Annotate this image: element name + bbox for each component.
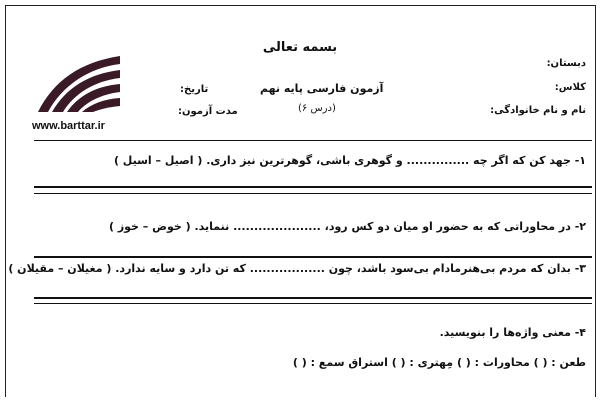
divider-3b <box>34 303 592 304</box>
bismillah-title: بسمه تعالی <box>262 40 338 55</box>
question-1: ۱- جهد کن که اگر چه ............... و گوهری باشی، گوهرترین نیز داری. ( اصیل – اسیل ) <box>113 154 586 167</box>
divider-2a <box>34 256 592 258</box>
lesson-number: (درس ۶) <box>298 103 336 114</box>
header-divider <box>34 140 592 141</box>
divider-3a <box>34 297 592 299</box>
name-label: نام و نام خانوادگی: <box>490 105 586 116</box>
website-url: www.barttar.ir <box>32 120 105 132</box>
question-4-words: طعن : ( ) محاورات : ( ) مِهتری : ( ) استراق سمع : ( ) <box>292 356 586 369</box>
question-4: ۴- معنی واژه‌ها را بنویسید. <box>439 326 586 339</box>
divider-1a <box>34 186 592 188</box>
school-label: دبستان: <box>546 58 586 69</box>
question-3: ۳- بدان که مردم بی‌هنرمادام بی‌سود باشد، چون .................. که تن دارد و سایه ندارد. ( مغیلان – مقیلان ) <box>8 262 586 275</box>
barttar-logo <box>36 50 122 116</box>
question-2: ۲- در محاوراتی که به حضور او میان دو کس رود، ..................... ننماید. ( خوض – خوز ) <box>108 220 586 233</box>
date-label: تاریخ: <box>180 84 209 95</box>
divider-1b <box>34 193 592 194</box>
class-label: کلاس: <box>554 82 586 93</box>
duration-label: مدت آزمون: <box>178 106 238 117</box>
exam-title: آزمون فارسی پایه نهم <box>260 82 384 95</box>
